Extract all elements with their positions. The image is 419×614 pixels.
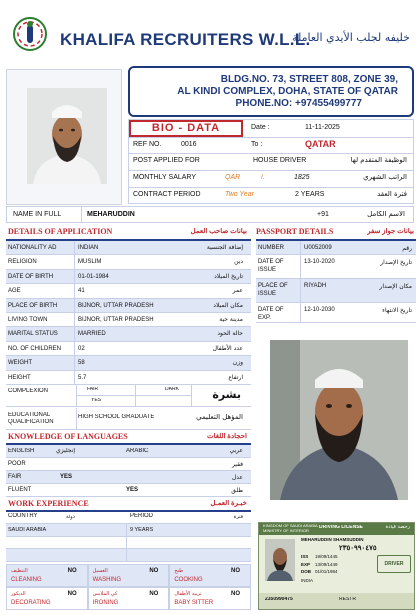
company-name-arabic: خليفه لجلب الأيدي العاملة xyxy=(292,31,410,44)
work-header-row xyxy=(6,512,251,524)
language-level-arabic: فقير xyxy=(231,461,243,468)
contract-arabic: فترة العقد xyxy=(377,191,407,198)
ref-value: 0016 xyxy=(181,141,197,148)
passport-value: 12-10-2030 xyxy=(304,307,335,313)
languages-title-arabic: احجادة اللغات xyxy=(207,433,247,440)
license-dates xyxy=(301,554,371,578)
education-value: HIGH SCHOOL GRADUATE xyxy=(78,414,155,420)
languages-section xyxy=(6,433,251,497)
application-label: AGE xyxy=(8,288,21,295)
application-label: WEIGHT xyxy=(8,360,32,367)
skill-arabic: تربية الأطفال xyxy=(174,591,202,597)
work-country: SAUDI ARABIA xyxy=(8,527,47,533)
name-label: NAME IN FULL xyxy=(13,211,62,218)
passport-row xyxy=(256,303,416,323)
passport-divider xyxy=(300,279,301,302)
applicant-photo xyxy=(27,88,107,184)
application-divider xyxy=(74,313,75,326)
passport-arabic: مكان الإصدار xyxy=(379,283,412,290)
language-english-value: YES xyxy=(60,474,73,480)
passport-divider xyxy=(300,241,301,254)
skill-label: IRONING xyxy=(92,600,119,606)
passport-value: RIYADH xyxy=(304,283,327,289)
application-row xyxy=(6,327,251,341)
application-arabic: دين xyxy=(234,258,243,266)
skill-value: NO xyxy=(149,591,159,597)
skills-grid xyxy=(6,564,251,610)
skill-arabic: التنظيف xyxy=(11,568,28,574)
application-row xyxy=(6,313,251,327)
application-arabic: عمر xyxy=(232,287,243,295)
passport-divider xyxy=(300,255,301,278)
to-label: To : xyxy=(251,141,263,148)
company-name: KHALIFA RECRUITERS W.L.L. xyxy=(60,30,311,49)
languages-title: KNOWLEDGE OF LANGUAGES xyxy=(8,433,128,441)
passport-arabic: رقم xyxy=(402,245,412,252)
skill-arabic: الديكور xyxy=(11,591,26,597)
application-arabic: حالة الحود xyxy=(217,330,243,338)
passport-divider xyxy=(300,303,301,322)
application-title-arabic: بيانات صاحب العمل xyxy=(190,228,247,235)
work-period-label: PERIOD xyxy=(130,513,154,519)
application-rows xyxy=(6,241,251,385)
application-arabic: إضافة الجنسية xyxy=(206,244,243,251)
salary-label: MONTHLY SALARY xyxy=(133,174,197,181)
lang-arabic-arabic: عربي xyxy=(229,448,243,454)
passport-arabic: تاريخ الانتهاء xyxy=(382,307,412,314)
language-level-arabic: طلق xyxy=(231,487,243,494)
application-divider xyxy=(74,241,75,254)
license-photo xyxy=(265,539,295,581)
application-row xyxy=(6,299,251,313)
license-date-label: EXP xyxy=(301,561,311,567)
language-row xyxy=(6,458,251,471)
application-arabic: وزن xyxy=(232,359,243,367)
lang-arabic: ARABIC xyxy=(126,448,149,454)
application-arabic: مدينة حية xyxy=(219,316,243,323)
application-value: 02 xyxy=(78,345,85,352)
language-row xyxy=(6,484,251,497)
skill-value: NO xyxy=(67,591,77,597)
application-arabic: تاريخ الميلاد xyxy=(214,272,243,280)
work-country-arabic: دولة xyxy=(66,515,75,520)
biodata-table xyxy=(128,119,414,204)
passport-label: DATE OF ISSUE xyxy=(258,259,284,273)
contract-handwritten: Two Year xyxy=(225,191,254,198)
application-row xyxy=(6,342,251,356)
contract-value: 2 YEARS xyxy=(295,191,325,198)
passport-title: PASSPORT DETAILS xyxy=(256,228,334,236)
ref-label: REF NO. xyxy=(133,141,162,148)
license-date-value: 01/01/1984 xyxy=(315,569,338,574)
contract-label: CONTRACT PERIOD xyxy=(133,191,201,198)
phone-number: PHONE.NO: +97455499777 xyxy=(235,98,362,109)
passport-value: U0052009 xyxy=(304,245,332,251)
application-divider xyxy=(74,371,75,384)
passport-section xyxy=(256,228,416,328)
application-arabic: ارتفاع xyxy=(228,373,243,381)
lang-english: ENGLISH xyxy=(8,448,35,454)
language-level-arabic: عدل xyxy=(231,474,243,481)
language-level-label: FLUENT xyxy=(8,487,32,493)
application-value: 41 xyxy=(78,288,85,295)
language-row xyxy=(6,471,251,484)
skill-value: NO xyxy=(230,568,240,574)
work-period: 9 YEARS xyxy=(130,527,154,533)
applicant-full-photo xyxy=(270,340,408,500)
education-row xyxy=(6,408,251,430)
application-label: NO. OF CHILDREN xyxy=(8,345,62,352)
skill-arabic: كي الملابس xyxy=(92,591,118,597)
license-number-arabic: ٢٣٥٠٩٩٠٤٧٥ xyxy=(339,545,377,552)
work-row xyxy=(6,549,251,562)
application-arabic: مكان الميلاد xyxy=(213,301,243,309)
skill-cell xyxy=(169,587,251,610)
license-country: KINGDOM OF SAUDI ARABIA xyxy=(263,524,318,528)
languages-rows xyxy=(6,458,251,497)
skill-value: NO xyxy=(230,591,240,597)
skill-cell xyxy=(6,587,88,610)
license-nationality: INDIA xyxy=(301,579,314,583)
work-row xyxy=(6,524,251,537)
license-ministry: MINISTRY OF INTERIOR xyxy=(263,529,309,533)
address-line-1: BLDG.NO. 73, STREET 808, ZONE 39, xyxy=(220,74,398,85)
application-divider xyxy=(74,356,75,369)
education-label-1: EDUCATIONAL xyxy=(8,412,51,418)
license-date-label: DOB xyxy=(301,569,311,574)
application-value: 58 xyxy=(78,360,85,367)
name-row xyxy=(6,206,414,223)
license-badge-text: DRIVER xyxy=(384,561,404,567)
work-section xyxy=(6,500,251,562)
passport-value: 13-10-2020 xyxy=(304,259,335,265)
skill-arabic: الغسيل xyxy=(92,568,108,574)
application-label: MARITAL STATUS xyxy=(8,331,58,338)
passport-row xyxy=(256,241,416,255)
work-row xyxy=(6,537,251,550)
post-arabic: الوظيفة المتقدم لها xyxy=(350,157,407,164)
application-label: RELIGION xyxy=(8,259,37,266)
work-title-arabic: خبـرة العمـل xyxy=(210,500,247,507)
work-country-label: COUNTRY xyxy=(8,513,38,519)
skill-value: NO xyxy=(67,568,77,574)
salary-value: 1825 xyxy=(294,174,310,181)
salary-currency: QAR xyxy=(225,174,241,181)
license-date-value: 13/09/1449 xyxy=(315,561,338,567)
skill-value: NO xyxy=(149,568,159,574)
complexion-row xyxy=(6,385,251,407)
application-arabic: عدد الأطفال xyxy=(212,344,243,352)
education-arabic: المؤهل التعليمي xyxy=(196,414,243,421)
language-level-label: FAIR xyxy=(8,474,22,480)
skill-arabic: طبخ xyxy=(174,568,184,574)
application-row xyxy=(6,255,251,269)
application-label: LIVING TOWN xyxy=(8,317,48,323)
skill-cell xyxy=(6,564,88,587)
salary-separator: /. xyxy=(261,174,265,181)
to-value: QATAR xyxy=(305,140,336,149)
passport-row xyxy=(256,279,416,303)
skill-label: COOKING xyxy=(174,577,203,583)
license-badge xyxy=(377,555,411,573)
application-value: 01-01-1984 xyxy=(78,273,109,280)
address-box xyxy=(128,66,414,117)
application-row xyxy=(6,356,251,370)
complexion-arabic: بشرة xyxy=(212,389,241,401)
passport-label: PLACE OF ISSUE xyxy=(258,283,288,297)
application-label: DATE OF BIRTH xyxy=(8,273,54,280)
application-label: HEIGHT xyxy=(8,374,31,381)
application-divider xyxy=(74,342,75,355)
passport-rows xyxy=(256,241,416,329)
biodata-title-cell xyxy=(129,120,243,137)
application-row xyxy=(6,284,251,298)
application-divider xyxy=(74,299,75,312)
languages-header-row xyxy=(6,445,251,458)
application-label: NATIONALITY AD xyxy=(8,245,57,251)
skill-cell xyxy=(88,564,170,587)
driving-license-card xyxy=(258,522,415,610)
license-number: 2350990475 xyxy=(265,597,293,602)
biodata-title: BIO - DATA xyxy=(151,122,221,134)
passport-label: NUMBER xyxy=(258,245,285,251)
language-level-label: POOR xyxy=(8,461,26,467)
license-type-arabic: رخصة قيادة xyxy=(385,525,410,530)
lang-english-arabic: إنجليزي xyxy=(56,448,76,454)
address-line-2: AL KINDI COMPLEX, DOHA, STATE OF QATAR xyxy=(177,86,398,97)
application-row xyxy=(6,241,251,255)
language-arabic-value: YES xyxy=(126,487,139,493)
post-label: POST APPLIED FOR xyxy=(133,157,200,164)
skill-label: CLEANING xyxy=(11,577,42,583)
license-date-label: ISS xyxy=(301,554,309,559)
application-row xyxy=(6,270,251,284)
application-row xyxy=(6,371,251,385)
date-label: Date : xyxy=(251,124,270,131)
skill-label: WASHING xyxy=(92,577,122,583)
license-restriction: RESTR xyxy=(339,597,356,602)
application-divider xyxy=(74,284,75,297)
skill-cell xyxy=(88,587,170,610)
name-arabic: الاسم الكامل xyxy=(367,211,405,218)
passport-row xyxy=(256,255,416,279)
application-value: BIJNOR, UTTAR PRADESH xyxy=(78,302,154,309)
work-divider xyxy=(126,549,127,561)
complexion-fair: FAIR xyxy=(87,387,99,392)
skill-label: BABY SITTER xyxy=(174,600,214,606)
skill-label: DECORATING xyxy=(11,600,51,606)
work-title: WORK EXPERIENCE xyxy=(8,500,89,508)
complexion-yes: YES xyxy=(91,398,102,403)
application-value: INDIAN xyxy=(78,245,99,251)
skill-cell xyxy=(169,564,251,587)
name-value: MEHARUDDIN xyxy=(87,211,135,218)
work-rows xyxy=(6,524,251,562)
application-label: PLACE OF BIRTH xyxy=(8,302,58,309)
application-value: MUSLIM xyxy=(78,259,102,266)
company-logo xyxy=(12,16,48,52)
application-value: 5.7 xyxy=(78,374,87,381)
passport-title-arabic: بيانات جواز سفر xyxy=(367,228,414,235)
name-code: +91 xyxy=(317,211,329,218)
license-name: MEHARUDDIN SHAMSUDDIN xyxy=(301,538,364,542)
salary-arabic: الراتب الشهري xyxy=(363,174,407,181)
post-value: HOUSE DRIVER xyxy=(253,157,307,164)
work-period-arabic: فترة xyxy=(233,515,243,520)
application-value: MARRIED xyxy=(78,331,106,338)
education-label-2: QUALIFICATION xyxy=(8,419,54,425)
application-value: BIJNOR, UTTAR PRADESH xyxy=(78,317,154,323)
application-section xyxy=(6,228,251,430)
complexion-label: COMPLEXION xyxy=(8,388,49,394)
license-type: DRIVING LICENSE xyxy=(319,525,363,530)
application-divider xyxy=(74,255,75,268)
work-divider xyxy=(126,524,127,536)
application-title: DETAILS OF APPLICATION xyxy=(8,228,113,236)
application-divider xyxy=(74,327,75,340)
license-date-value: 19/09/1445 xyxy=(315,554,338,559)
complexion-dark: DARK xyxy=(165,387,179,392)
work-divider xyxy=(126,537,127,549)
date-value: 11-11-2025 xyxy=(305,124,340,131)
application-divider xyxy=(74,270,75,283)
passport-label: DATE OF EXP. xyxy=(258,307,284,321)
passport-arabic: تاريخ الإصدار xyxy=(380,259,412,266)
